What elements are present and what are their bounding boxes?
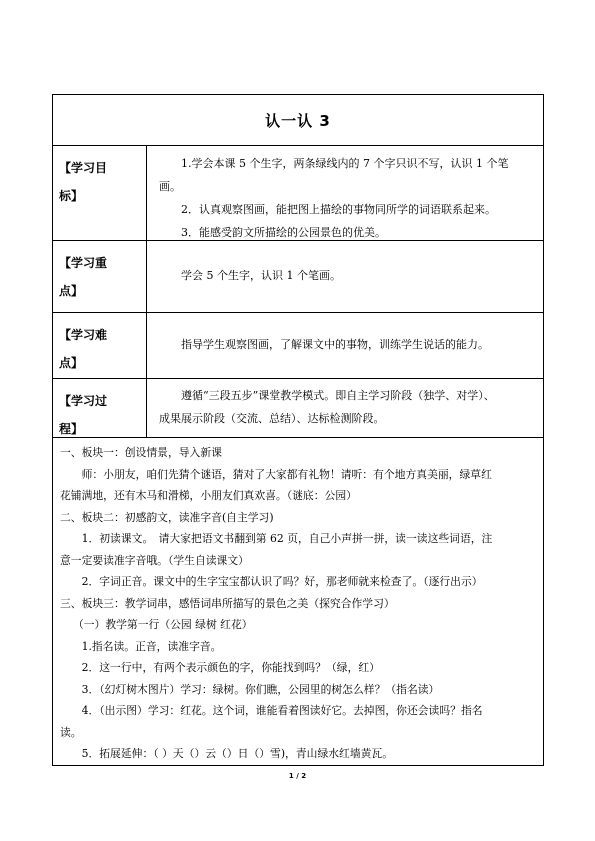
row-label xyxy=(53,379,147,437)
label-line: 点】 xyxy=(59,356,84,370)
body-line: 师：小朋友，咱们先猜个谜语，猜对了大家都有礼物！请听：有个地方真美丽，绿草红 xyxy=(81,467,492,481)
label-line: 【学习难 xyxy=(59,328,108,342)
body-line: 3．（幻灯树木图片）学习：绿树。你们瞧，公园里的树怎么样？（指名读） xyxy=(81,682,440,696)
page-title: 认一认 3 xyxy=(265,111,331,130)
row-label xyxy=(53,146,147,240)
row-process xyxy=(53,379,543,438)
section-heading: 三、板块三：教学词串，感悟词串所描写的景色之美（探究合作学习） xyxy=(60,596,395,610)
row-content xyxy=(147,313,543,378)
page-number: 1 / 2 xyxy=(288,772,307,780)
lesson-body xyxy=(53,438,543,765)
body-line: （一）教学第一行（公园 绿树 红花） xyxy=(72,618,253,631)
row-content xyxy=(147,379,543,437)
row-content xyxy=(147,146,543,240)
content-line: 遵循“三段五步”课堂教学模式。即自主学习阶段（独学、对学）、 xyxy=(181,389,495,402)
content-line: 3．能感受韵文所描绘的公园景色的优美。 xyxy=(181,226,386,239)
body-line: 5．拓展延伸：（ ）天（）云（）日（）雪)，青山绿水红墙黄瓦。 xyxy=(81,747,394,760)
body-line: 1.指名读。正音，读准字音。 xyxy=(81,639,222,653)
content-line: 学会 5 个生字，认识 1 个笔画。 xyxy=(181,269,341,282)
content-line: 2．认真观察图画，能把图上描绘的事物同所学的词语联系起来。 xyxy=(181,203,496,216)
lesson-plan-table xyxy=(52,94,544,766)
body-line: 2．这一行中，有两个表示颜色的字，你能找到吗？（绿，红） xyxy=(81,661,380,674)
section-heading: 一、板块一：创设情景，导入新课 xyxy=(60,446,222,459)
title-row xyxy=(53,95,543,146)
body-line: 读。 xyxy=(60,725,82,739)
row-label xyxy=(53,313,147,378)
content-line: 画。 xyxy=(159,180,181,193)
content-line: 成果展示阶段（交流、总结）、达标检测阶段。 xyxy=(159,412,385,425)
label-line: 程】 xyxy=(59,422,84,436)
content-line: 1.学会本课 5 个生字，两条绿线内的 7 个字只识不写，认识 1 个笔 xyxy=(181,157,509,170)
row-difficulties xyxy=(53,313,543,379)
label-line: 【学习目 xyxy=(59,161,108,175)
label-line: 【学习过 xyxy=(59,394,108,408)
row-content xyxy=(147,241,543,312)
content-line: 指导学生观察图画，了解课文中的事物，训练学生说话的能力。 xyxy=(181,338,489,351)
row-learning-goals xyxy=(53,146,543,241)
row-label xyxy=(53,241,147,312)
section-heading: 二、板块二：初感韵文，读准字音(自主学习) xyxy=(60,510,274,524)
body-line: 4．（出示图）学习：红花。这个词，谁能看着图读好它。去掉图，你还会读吗？指名 xyxy=(81,704,483,717)
row-key-points xyxy=(53,241,543,313)
body-line: 2．字词正音。课文中的生字宝宝都认识了吗？好，那老师就来检查了。（逐行出示） xyxy=(81,575,483,588)
body-line: 花铺满地，还有木马和滑梯，小朋友们真欢喜。（谜底：公园） xyxy=(60,489,357,502)
body-line: 意一定要读准字音哦。（学生自读课文） xyxy=(60,553,249,567)
label-line: 【学习重 xyxy=(59,256,108,270)
label-line: 标】 xyxy=(59,189,84,203)
body-line: 1．初读课文。 请大家把语文书翻到第 62 页，自己小声拼一拼，读一读这些词语，注 xyxy=(81,532,493,545)
label-line: 点】 xyxy=(59,284,84,298)
